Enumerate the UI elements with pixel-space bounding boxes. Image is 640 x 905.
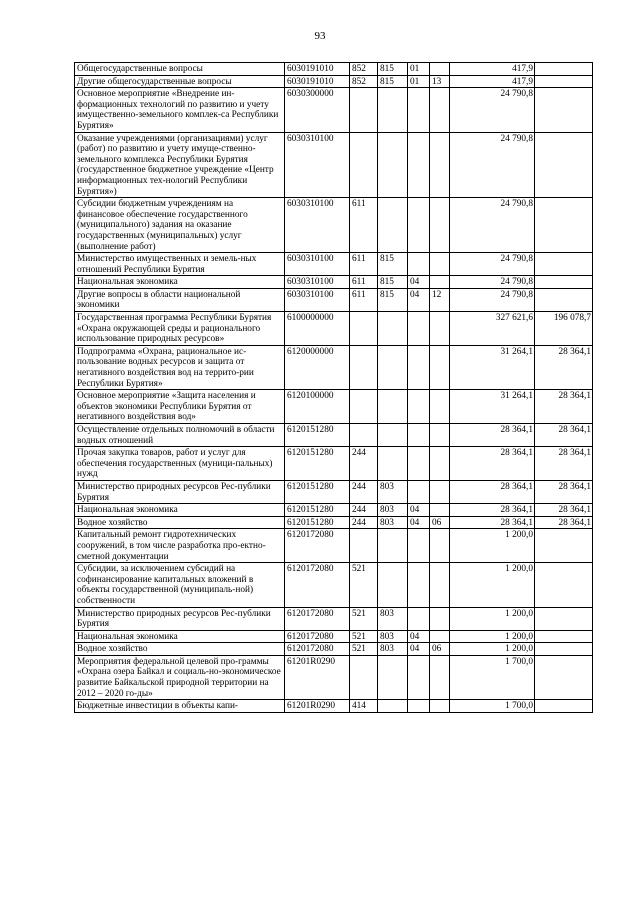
cell-subsection [430, 345, 450, 389]
cell-target-code: 6120172080 [285, 529, 350, 563]
cell-amount-2 [535, 288, 593, 311]
cell-expense-type: 244 [350, 480, 378, 503]
cell-ministry-code [378, 345, 408, 389]
cell-subsection [430, 312, 450, 346]
cell-amount-1: 327 621,6 [450, 312, 535, 346]
cell-subsection [430, 276, 450, 289]
table-row [75, 563, 593, 607]
table-row [75, 75, 593, 88]
table-row [75, 198, 593, 253]
cell-amount-2 [535, 630, 593, 643]
cell-section [408, 447, 430, 481]
cell-name: Оказание учреждениями (организациями) услуг (работ) по развитию и учету имуще-ственно-земельного комплекса Республики Бурятия (государственное бюджетное учреждение «Центр информационных тех-нологий Республики Бурятия») [75, 132, 285, 198]
cell-section: 04 [408, 643, 430, 656]
cell-name: Министерство природных ресурсов Рес-публики Бурятия [75, 480, 285, 503]
cell-target-code: 6120000000 [285, 345, 350, 389]
cell-amount-2 [535, 643, 593, 656]
cell-target-code: 6030310100 [285, 276, 350, 289]
cell-amount-1: 28 364,1 [450, 516, 535, 529]
table-body [75, 63, 593, 713]
cell-amount-1: 24 790,8 [450, 198, 535, 253]
cell-expense-type: 414 [350, 700, 378, 713]
cell-section [408, 198, 430, 253]
cell-amount-1: 417,9 [450, 63, 535, 76]
cell-name: Мероприятия федеральной целевой про-граммы «Охрана озера Байкал и социаль-но-экономическое развитие Байкальской природной территории на 2012 – 2020 го-ды» [75, 655, 285, 699]
table-row [75, 312, 593, 346]
cell-section: 01 [408, 75, 430, 88]
cell-section [408, 607, 430, 630]
cell-expense-type: 521 [350, 630, 378, 643]
cell-target-code: 6120151280 [285, 424, 350, 447]
cell-target-code: 6030310100 [285, 253, 350, 276]
cell-name: Другие вопросы в области национальной экономики [75, 288, 285, 311]
budget-table [74, 62, 593, 713]
table-row [75, 63, 593, 76]
cell-name: Национальная экономика [75, 630, 285, 643]
cell-subsection [430, 700, 450, 713]
cell-name: Национальная экономика [75, 276, 285, 289]
cell-expense-type [350, 655, 378, 699]
cell-target-code: 6120100000 [285, 390, 350, 424]
cell-amount-2 [535, 276, 593, 289]
cell-expense-type: 521 [350, 643, 378, 656]
cell-name: Общегосударственные вопросы [75, 63, 285, 76]
cell-name: Государственная программа Республики Бурятия «Охрана окружающей среды и рационального использование природных ресурсов» [75, 312, 285, 346]
cell-amount-2: 28 364,1 [535, 480, 593, 503]
cell-target-code: 6120172080 [285, 563, 350, 607]
cell-amount-1: 28 364,1 [450, 447, 535, 481]
cell-expense-type: 611 [350, 253, 378, 276]
cell-ministry-code: 803 [378, 516, 408, 529]
table-row [75, 253, 593, 276]
cell-ministry-code: 815 [378, 253, 408, 276]
table-row [75, 88, 593, 132]
table-row [75, 276, 593, 289]
cell-ministry-code: 815 [378, 288, 408, 311]
cell-amount-2: 28 364,1 [535, 424, 593, 447]
cell-amount-1: 24 790,8 [450, 276, 535, 289]
cell-amount-1: 1 200,0 [450, 563, 535, 607]
cell-amount-2: 28 364,1 [535, 390, 593, 424]
table-row [75, 630, 593, 643]
table-row [75, 607, 593, 630]
page-number: 93 [314, 30, 326, 42]
cell-ministry-code: 803 [378, 607, 408, 630]
cell-subsection [430, 198, 450, 253]
cell-section: 04 [408, 288, 430, 311]
cell-ministry-code [378, 563, 408, 607]
cell-section [408, 312, 430, 346]
cell-name: Подпрограмма «Охрана, рациональное ис-пользование водных ресурсов и защита от негативного воздействия вод на террито-рии Республики Бурятия» [75, 345, 285, 389]
cell-amount-2: 196 078,7 [535, 312, 593, 346]
cell-subsection [430, 607, 450, 630]
cell-target-code: 6030191010 [285, 75, 350, 88]
cell-name: Министерство имущественных и земель-ных отношений Республики Бурятия [75, 253, 285, 276]
cell-target-code: 6120172080 [285, 630, 350, 643]
cell-section [408, 700, 430, 713]
cell-ministry-code [378, 198, 408, 253]
cell-target-code: 6030310100 [285, 132, 350, 198]
cell-target-code: 6120172080 [285, 607, 350, 630]
cell-name: Водное хозяйство [75, 516, 285, 529]
cell-subsection: 06 [430, 643, 450, 656]
table-row [75, 516, 593, 529]
cell-expense-type: 611 [350, 288, 378, 311]
cell-amount-2 [535, 88, 593, 132]
cell-subsection [430, 529, 450, 563]
cell-section: 04 [408, 504, 430, 517]
cell-ministry-code: 815 [378, 75, 408, 88]
cell-expense-type [350, 312, 378, 346]
cell-amount-1: 28 364,1 [450, 480, 535, 503]
cell-section: 04 [408, 630, 430, 643]
cell-amount-1: 1 200,0 [450, 607, 535, 630]
table-row [75, 480, 593, 503]
cell-target-code: 6120151280 [285, 516, 350, 529]
cell-target-code: 6030310100 [285, 288, 350, 311]
cell-name: Прочая закупка товаров, работ и услуг для обеспечения государственных (муници-пальных) нужд [75, 447, 285, 481]
cell-amount-1: 31 264,1 [450, 390, 535, 424]
cell-expense-type: 852 [350, 75, 378, 88]
cell-amount-1: 24 790,8 [450, 88, 535, 132]
table-row [75, 288, 593, 311]
table-row [75, 132, 593, 198]
cell-expense-type: 611 [350, 198, 378, 253]
cell-target-code: 6030300000 [285, 88, 350, 132]
cell-ministry-code [378, 529, 408, 563]
cell-subsection [430, 63, 450, 76]
cell-ministry-code: 803 [378, 480, 408, 503]
cell-target-code: 6120151280 [285, 504, 350, 517]
cell-subsection [430, 504, 450, 517]
cell-section [408, 424, 430, 447]
cell-name: Водное хозяйство [75, 643, 285, 656]
table-row [75, 345, 593, 389]
cell-expense-type [350, 390, 378, 424]
cell-amount-2 [535, 63, 593, 76]
cell-amount-1: 1 700,0 [450, 700, 535, 713]
cell-subsection: 12 [430, 288, 450, 311]
cell-subsection: 06 [430, 516, 450, 529]
cell-section [408, 88, 430, 132]
cell-ministry-code: 803 [378, 504, 408, 517]
cell-subsection: 13 [430, 75, 450, 88]
cell-amount-2 [535, 655, 593, 699]
cell-amount-2 [535, 700, 593, 713]
cell-section [408, 529, 430, 563]
cell-amount-1: 31 264,1 [450, 345, 535, 389]
cell-name: Основное мероприятие «Защита населения и объектов экономики Республики Бурятия от негативного воздействия вод» [75, 390, 285, 424]
cell-ministry-code: 803 [378, 630, 408, 643]
cell-expense-type [350, 529, 378, 563]
cell-amount-2: 28 364,1 [535, 447, 593, 481]
cell-ministry-code [378, 655, 408, 699]
cell-amount-1: 1 200,0 [450, 529, 535, 563]
cell-amount-1: 24 790,8 [450, 253, 535, 276]
cell-name: Основное мероприятие «Внедрение ин-формационных технологий по развитию и учету имущественно-земельного комплек-са Республики Бурятия» [75, 88, 285, 132]
cell-subsection [430, 88, 450, 132]
cell-expense-type [350, 424, 378, 447]
cell-amount-2 [535, 198, 593, 253]
cell-amount-2 [535, 253, 593, 276]
cell-section [408, 132, 430, 198]
cell-amount-1: 1 200,0 [450, 630, 535, 643]
cell-target-code: 61201R0290 [285, 655, 350, 699]
cell-amount-2 [535, 75, 593, 88]
cell-subsection [430, 655, 450, 699]
cell-target-code: 6030310100 [285, 198, 350, 253]
cell-amount-2 [535, 132, 593, 198]
cell-expense-type: 521 [350, 607, 378, 630]
table-row [75, 447, 593, 481]
cell-expense-type [350, 88, 378, 132]
cell-expense-type: 611 [350, 276, 378, 289]
cell-section: 01 [408, 63, 430, 76]
cell-amount-1: 1 200,0 [450, 643, 535, 656]
cell-ministry-code [378, 447, 408, 481]
cell-subsection [430, 563, 450, 607]
cell-section [408, 563, 430, 607]
cell-name: Капитальный ремонт гидротехнических сооружений, в том числе разработка про-ектно-сметной документации [75, 529, 285, 563]
cell-amount-2: 28 364,1 [535, 504, 593, 517]
cell-target-code: 6030191010 [285, 63, 350, 76]
cell-section [408, 345, 430, 389]
cell-ministry-code: 815 [378, 63, 408, 76]
cell-expense-type [350, 345, 378, 389]
cell-subsection [430, 447, 450, 481]
cell-section: 04 [408, 516, 430, 529]
cell-name: Осуществление отдельных полномочий в области водных отношений [75, 424, 285, 447]
cell-target-code: 61201R0290 [285, 700, 350, 713]
cell-section [408, 253, 430, 276]
cell-subsection [430, 132, 450, 198]
cell-expense-type: 521 [350, 563, 378, 607]
table-row [75, 390, 593, 424]
cell-name: Другие общегосударственные вопросы [75, 75, 285, 88]
cell-ministry-code: 815 [378, 276, 408, 289]
cell-name: Бюджетные инвестиции в объекты капи- [75, 700, 285, 713]
cell-section [408, 655, 430, 699]
cell-amount-1: 1 700,0 [450, 655, 535, 699]
cell-amount-1: 417,9 [450, 75, 535, 88]
cell-expense-type: 852 [350, 63, 378, 76]
cell-name: Национальная экономика [75, 504, 285, 517]
table-row [75, 529, 593, 563]
cell-expense-type [350, 132, 378, 198]
table-row [75, 504, 593, 517]
cell-target-code: 6120151280 [285, 480, 350, 503]
cell-amount-2 [535, 607, 593, 630]
cell-name: Субсидии, за исключением субсидий на софинансирование капитальных вложений в объекты государственной (муниципаль-ной) собственности [75, 563, 285, 607]
table-row [75, 424, 593, 447]
cell-ministry-code [378, 424, 408, 447]
cell-expense-type: 244 [350, 516, 378, 529]
cell-amount-1: 28 364,1 [450, 424, 535, 447]
cell-ministry-code [378, 700, 408, 713]
cell-expense-type: 244 [350, 504, 378, 517]
cell-subsection [430, 480, 450, 503]
cell-expense-type: 244 [350, 447, 378, 481]
cell-ministry-code [378, 390, 408, 424]
cell-subsection [430, 253, 450, 276]
cell-amount-2: 28 364,1 [535, 516, 593, 529]
cell-section [408, 390, 430, 424]
table-row [75, 643, 593, 656]
cell-amount-2: 28 364,1 [535, 345, 593, 389]
table-row [75, 655, 593, 699]
table-row [75, 700, 593, 713]
cell-section [408, 480, 430, 503]
cell-name: Субсидии бюджетным учреждениям на финансовое обеспечение государственного (муниципального) задания на оказание государственных (муниципальных) услуг (выполнение работ) [75, 198, 285, 253]
cell-target-code: 6120151280 [285, 447, 350, 481]
cell-ministry-code [378, 88, 408, 132]
cell-subsection [430, 630, 450, 643]
cell-amount-1: 24 790,8 [450, 132, 535, 198]
cell-amount-2 [535, 529, 593, 563]
cell-name: Министерство природных ресурсов Рес-публики Бурятия [75, 607, 285, 630]
cell-target-code: 6100000000 [285, 312, 350, 346]
cell-ministry-code [378, 132, 408, 198]
cell-target-code: 6120172080 [285, 643, 350, 656]
cell-amount-2 [535, 563, 593, 607]
cell-subsection [430, 390, 450, 424]
cell-subsection [430, 424, 450, 447]
cell-amount-1: 24 790,8 [450, 288, 535, 311]
cell-ministry-code [378, 312, 408, 346]
cell-ministry-code: 803 [378, 643, 408, 656]
cell-amount-1: 28 364,1 [450, 504, 535, 517]
cell-section: 04 [408, 276, 430, 289]
